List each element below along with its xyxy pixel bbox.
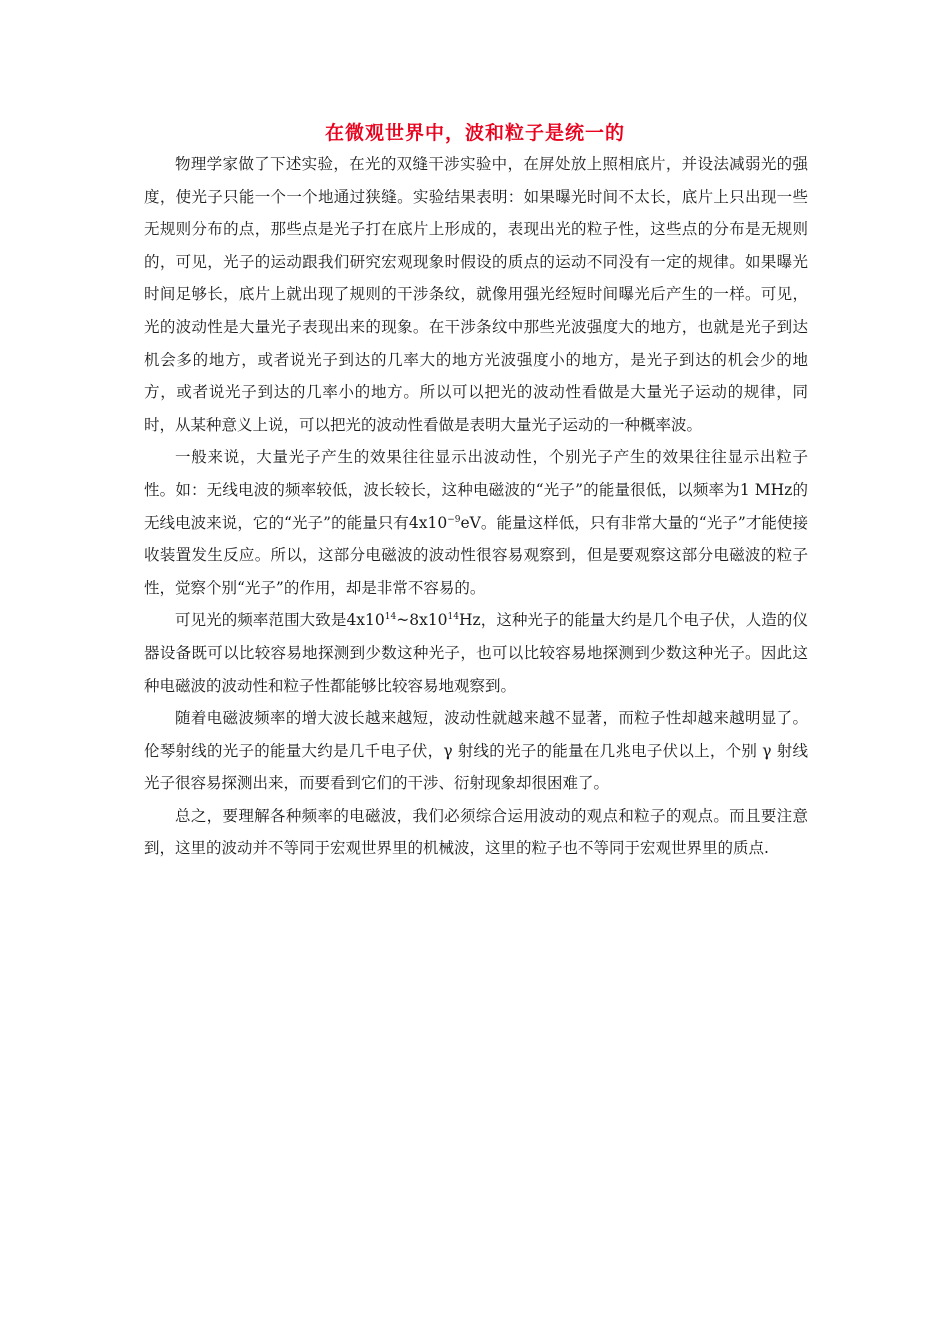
frequency-separator: ~ bbox=[396, 611, 410, 630]
frequency-high-exponent: 14 bbox=[447, 612, 459, 623]
paragraph-visible-light-pre: 可见光的频率范围大致是 bbox=[175, 611, 347, 630]
frequency-high-base: 8x10 bbox=[409, 611, 448, 630]
paragraph-radio-waves bbox=[144, 441, 808, 604]
energy-value-exponent: −9 bbox=[447, 514, 461, 525]
frequency-unit: Hz bbox=[459, 611, 481, 630]
paragraph-conclusion: 总之，要理解各种频率的电磁波，我们必须综合运用波动的观点和粒子的观点。而且要注意到，这里的波动并不等同于宏观世界里的机械波，这里的粒子也不等同于宏观世界里的质点. bbox=[144, 806, 808, 858]
paragraph-visible-light bbox=[144, 604, 808, 702]
document-title: 在微观世界中，波和粒子是统一的 bbox=[324, 122, 625, 144]
energy-value-unit: eV bbox=[460, 513, 481, 532]
document-body bbox=[144, 148, 808, 865]
paragraph-radio-waves-rest: 。能量这样低，只有非常大量的“光子”才能使接收装置发生反应。所以，这部分电磁波的波动性很容易观察到，但是要观察这部分电磁波的粒子性，觉察个别“光子”的作用，却是非常不容易的。 bbox=[144, 513, 808, 597]
paragraph-radio-waves-text: 一般来说，大量光子产生的效果往往显示出波动性，个别光子产生的效果往往显示出粒子性。如：无线电波的频率较低，波长较长，这种电磁波的“光子”的能量很低，以频率为1 MHz的无线电波来说，它的“光子”的能量只有 bbox=[144, 448, 808, 532]
frequency-low-exponent: 14 bbox=[384, 612, 397, 623]
energy-value-base: 4x10 bbox=[408, 513, 448, 532]
paragraph-visible-light-rest: ，这种光子的能量大约是几个电子伏，人造的仪器设备既可以比较容易地探测到少数这种光子，也可以比较容易地探测到少数这种光子。因此这种电磁波的波动性和粒子性都能够比较容易地观察到。 bbox=[144, 611, 808, 695]
paragraph-high-frequency: 随着电磁波频率的增大波长越来越短，波动性就越来越不显著，而粒子性却越来越明显了。伦琴射线的光子的能量大约是几千电子伏，γ 射线的光子的能量在几兆电子伏以上，个别 γ 射线光子很容易探测出来，而要看到它们的干涉、衍射现象却很困难了。 bbox=[144, 709, 808, 793]
paragraph-double-slit: 物理学家做了下述实验，在光的双缝干涉实验中，在屏处放上照相底片，并设法减弱光的强度，使光子只能一个一个地通过狭缝。实验结果表明：如果曝光时间不太长，底片上只出现一些无规则分布的点，那些点是光子打在底片上形成的，表现出光的粒子性，这些点的分布是无规则的，可见，光子的运动跟我们研究宏观现象时假设的质点的运动不同没有一定的规律。如果曝光时间足够长，底片上就出现了规则的干涉条纹，就像用强光经短时间曝光后产生的一样。可见，光的波动性是大量光子表现出来的现象。在干涉条纹中那些光波强度大的地方，也就是光子到达机会多的地方，或者说光子到达的几率大的地方光波强度小的地方，是光子到达的机会少的地方，或者说光子到达的几率小的地方。所以可以把光的波动性看做是大量光子运动的规律，同时，从某种意义上说，可以把光的波动性看做是表明大量光子运动的一种概率波。 bbox=[144, 155, 808, 434]
frequency-low-base: 4x10 bbox=[346, 611, 385, 630]
